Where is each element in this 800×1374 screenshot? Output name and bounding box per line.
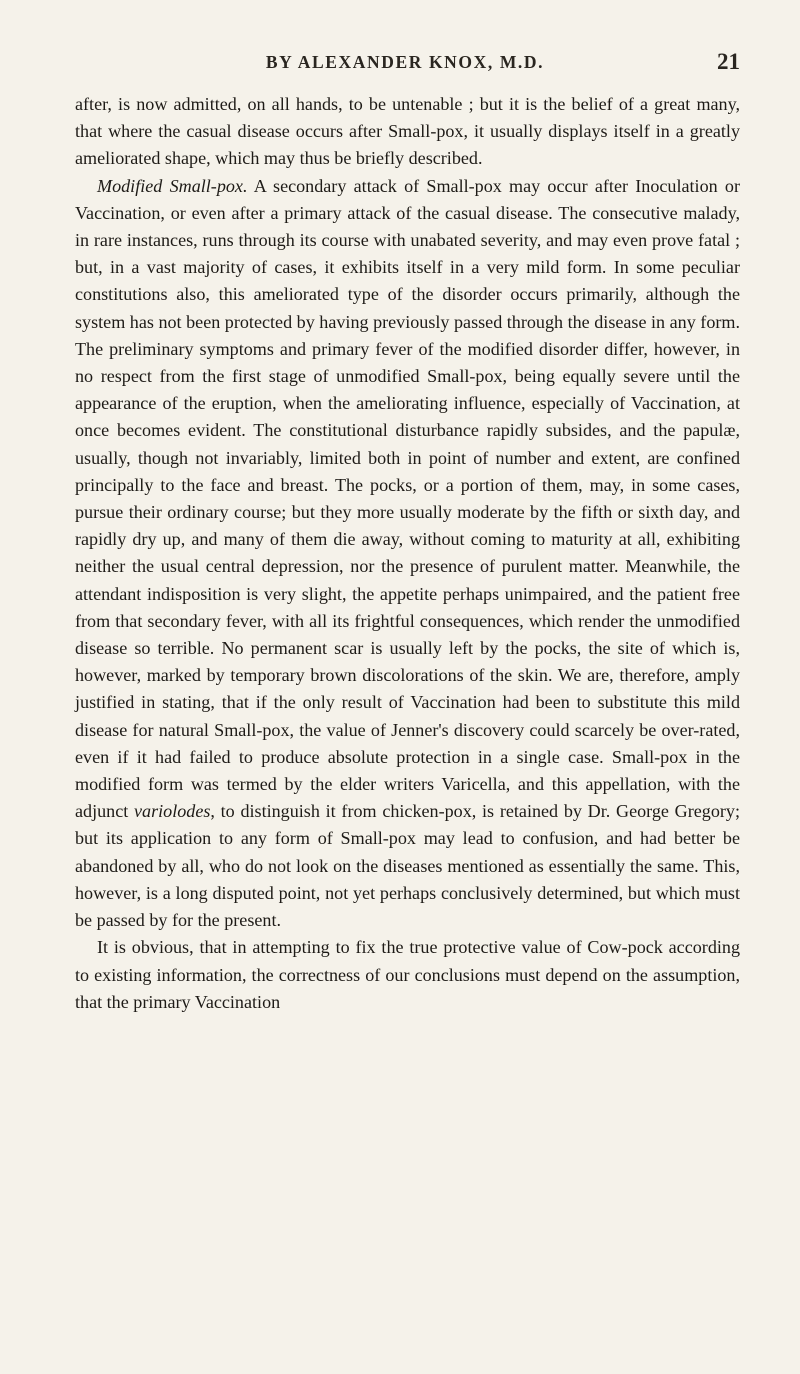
paragraph-text: A secondary attack of Small-pox may occur after Inoculation or Vaccination, or even after a primary attack of the casual disease. The consecutive malady, in rare instances, runs through its course with unabated severity, and may even prove fatal ; but, in a vast majority of cases, it exhibits itself in a very mild form. In some peculiar constitutions also, this ameliorated type of the disorder occurs primarily, although the system has not been protected by having previously passed through the disease in any form. The preliminary symptoms and primary fever of the modified disorder differ, however, in no respect from the first stage of unmodified Small-pox, being equally severe until the appearance of the eruption, when the ameliorating influence, especially of Vaccination, at once becomes evident. The constitutional disturbance rapidly subsides, and the papulæ, usually, though not invariably, limited both in point of number and extent, are confined principally to the face and breast. The pocks, or a portion of them, may, in some cases, pursue their ordinary course; but they more usually moderate by the fifth or sixth day, and rapidly dry up, and many of them die away, without coming to maturity at all, exhibiting neither the usual central depression, nor the presence of purulent matter. Meanwhile, the attendant indisposition is very slight, the appetite perhaps unimpaired, and the patient free from that secondary fever, with all its frightful consequences, which render the unmodified disease so terrible. No permanent scar is usually left by the pocks, the site of which is, however, marked by temporary brown discolorations of the skin. We are, therefore, amply justified in stating, that if the only result of Vaccination had been to substitute this mild disease for natural Small-pox, the value of Jenner's discovery could scarcely be over-rated, even if it had failed to produce absolute protection in a single case. Small-pox in the modified form was termed by the elder writers Varicella, and this appellation, with the adjunct <box>75 175 740 822</box>
paragraph-protective-value <box>75 934 740 1016</box>
running-title: BY ALEXANDER KNOX, M.D. <box>265 52 545 72</box>
paragraph-continuation <box>75 91 740 173</box>
paragraph-modified-small-pox <box>75 173 740 935</box>
italic-term: variolodes <box>134 801 211 822</box>
page-number: 21 <box>717 49 740 74</box>
paragraph-text-continued: , to distinguish it from chicken-pox, is retained by Dr. George Gregory; but its application to any form of Small-pox may lead to confusion, and had better be abandoned by all, who do not look on the diseases mentioned as essentially the same. This, however, is a long disputed point, not yet perhaps conclusively determined, but which must be passed by for the present. <box>75 801 740 931</box>
paragraph-text: after, is now admitted, on all hands, to be untenable ; but it is the belief of a great many, that where the casual disease occurs after Small-pox, it usually displays itself in a greatly ameliorated shape, which may thus be briefly described. <box>75 94 740 169</box>
paragraph-text: It is obvious, that in attempting to fix the true protective value of Cow-pock according to existing information, the correctness of our conclusions must depend on the assumption, that the primary Vaccination <box>75 937 740 1012</box>
running-header <box>70 49 740 82</box>
run-in-heading: Modified Small-pox. <box>97 175 248 196</box>
body-text <box>75 91 740 1016</box>
